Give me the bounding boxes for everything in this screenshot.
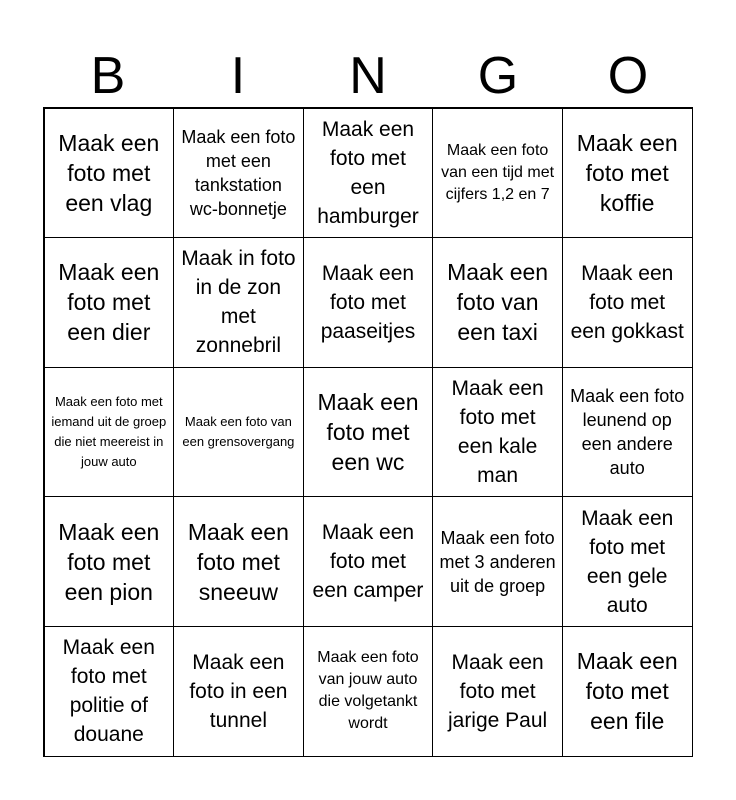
bingo-cell-r2-c4[interactable] xyxy=(432,237,563,368)
bingo-cell-r3-c2[interactable] xyxy=(173,367,304,498)
bingo-cell-text: Maak een foto van jouw auto die volgetankt wordt xyxy=(317,649,419,733)
bingo-cell-r4-c2[interactable] xyxy=(173,496,304,627)
bingo-cell-text: Maak een foto met iemand uit de groep die niet meereist in jouw auto xyxy=(51,393,167,469)
bingo-cell-text: Maak een foto met 3 anderen uit de groep xyxy=(439,527,556,596)
bingo-cell-text: Maak een foto van een tijd met cijfers 1,2 en 7 xyxy=(441,141,555,203)
bingo-cell-text: Maak een foto met een gokkast xyxy=(570,261,684,343)
bingo-cell-r5-c4[interactable] xyxy=(432,626,563,757)
header-letter-n: N xyxy=(349,47,387,105)
bingo-cell-text: Maak een foto met een dier xyxy=(58,259,160,346)
bingo-cell-r1-c3[interactable] xyxy=(303,108,434,239)
bingo-cell-text: Maak een foto met een camper xyxy=(312,521,424,603)
bingo-cell-text: Maak een foto van een grensovergang xyxy=(182,413,295,449)
bingo-cell-text: Maak een foto met jarige Paul xyxy=(447,650,548,732)
bingo-cell-r3-c4[interactable] xyxy=(432,367,563,498)
bingo-cell-r3-c3[interactable] xyxy=(303,367,434,498)
bingo-cell-r4-c4[interactable] xyxy=(432,496,563,627)
bingo-cell-r5-c5[interactable] xyxy=(562,626,693,757)
header-letter-b: B xyxy=(90,47,126,105)
bingo-cell-text: Maak een foto met sneeuw xyxy=(187,518,289,605)
bingo-cell-text: Maak een foto met een wc xyxy=(317,388,419,475)
bingo-cell-r2-c1[interactable] xyxy=(44,237,175,368)
header-letter-g: G xyxy=(477,47,519,105)
bingo-board xyxy=(43,107,693,757)
header-letter-o: O xyxy=(607,47,649,105)
bingo-cell-r1-c5[interactable] xyxy=(562,108,693,239)
bingo-cell-r4-c5[interactable] xyxy=(562,496,693,627)
bingo-cell-text: Maak een foto in een tunnel xyxy=(189,650,288,732)
bingo-cell-text: Maak een foto van een taxi xyxy=(447,259,549,346)
bingo-cell-r5-c1[interactable] xyxy=(44,626,175,757)
bingo-cell-text: Maak een foto met een kale man xyxy=(451,376,544,487)
bingo-cell-text: Maak een foto met een hamburger xyxy=(317,117,419,228)
bingo-cell-text: Maak een foto leunend op een andere auto xyxy=(570,385,685,478)
bingo-cell-r4-c1[interactable] xyxy=(44,496,175,627)
bingo-cell-r1-c4[interactable] xyxy=(432,108,563,239)
bingo-header xyxy=(43,45,693,107)
header-letter-i: I xyxy=(230,47,246,105)
bingo-cell-r2-c3[interactable] xyxy=(303,237,434,368)
bingo-cell-text: Maak een foto met paaseitjes xyxy=(320,261,416,343)
bingo-cell-text: Maak in foto in de zon met zonnebril xyxy=(181,247,296,358)
bingo-cell-r1-c2[interactable] xyxy=(173,108,304,239)
bingo-cell-r2-c5[interactable] xyxy=(562,237,693,368)
bingo-cell-r2-c2[interactable] xyxy=(173,237,304,368)
bingo-cell-text: Maak een foto met een tankstation wc-bonnetje xyxy=(181,126,296,219)
bingo-cell-text: Maak een foto met een pion xyxy=(58,518,160,605)
bingo-cell-r1-c1[interactable] xyxy=(44,108,175,239)
bingo-cell-text: Maak een foto met koffie xyxy=(576,129,678,216)
bingo-cell-r5-c3[interactable] xyxy=(303,626,434,757)
bingo-cell-r3-c5[interactable] xyxy=(562,367,693,498)
bingo-cell-text: Maak een foto met een file xyxy=(576,648,678,735)
bingo-cell-r3-c1[interactable] xyxy=(44,367,175,498)
bingo-cell-r4-c3[interactable] xyxy=(303,496,434,627)
bingo-cell-text: Maak een foto met een vlag xyxy=(58,129,160,216)
bingo-cell-text: Maak een foto met een gele auto xyxy=(581,506,674,617)
bingo-cell-r5-c2[interactable] xyxy=(173,626,304,757)
bingo-cell-text: Maak een foto met politie of douane xyxy=(62,636,155,747)
